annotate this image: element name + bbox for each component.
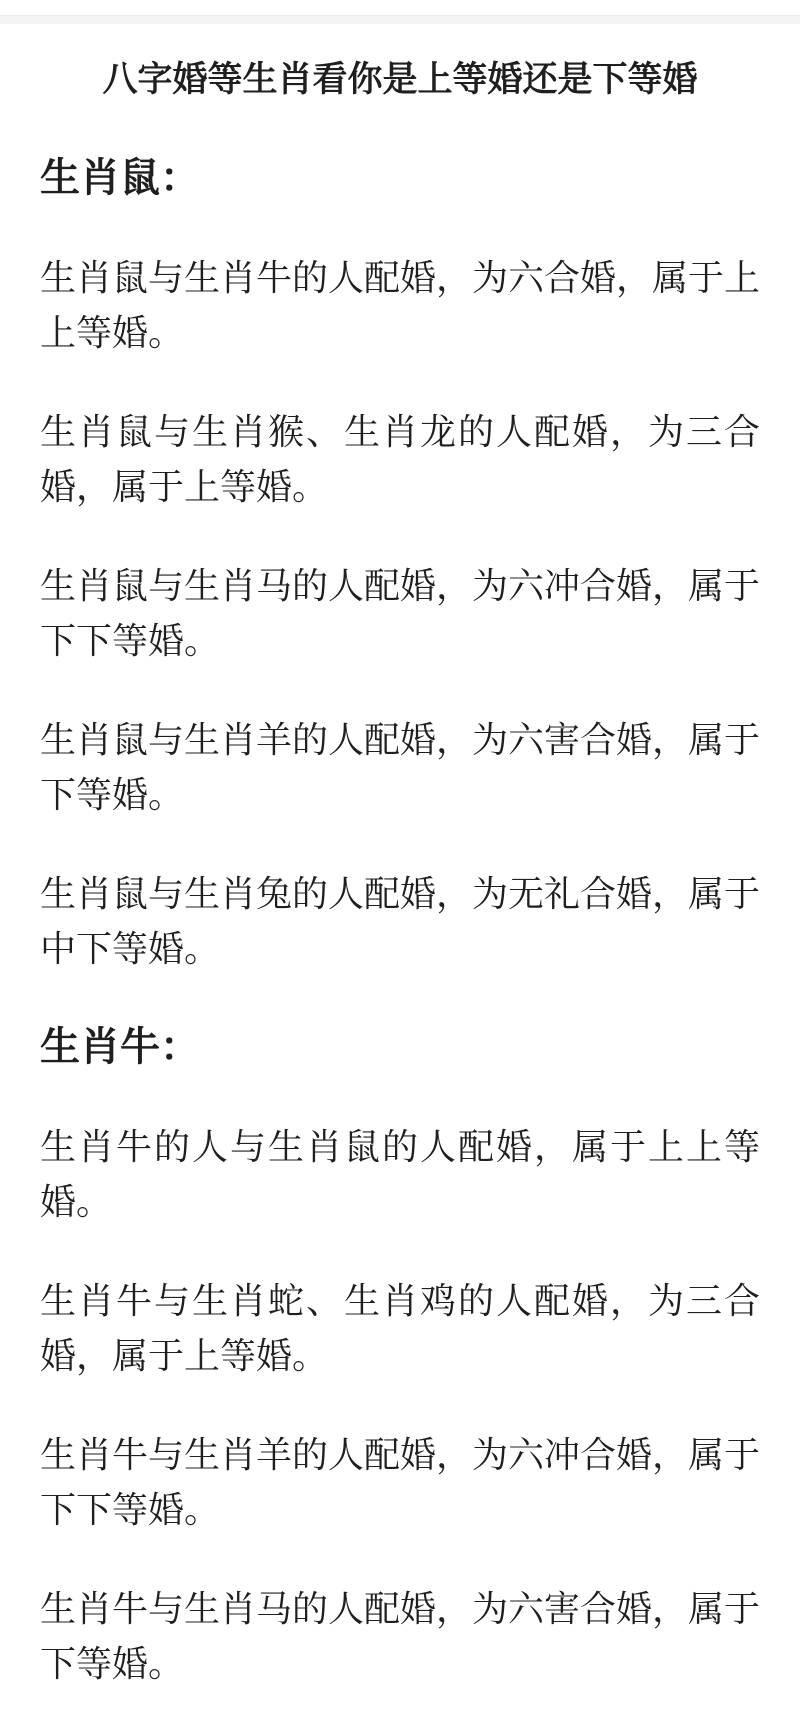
paragraph-ox-horse-match: 生肖牛与生肖马的人配婚，为六害合婚，属于下等婚。: [40, 1588, 761, 1684]
paragraph-ox-rat-match: 生肖牛的人与生肖鼠的人配婚，属于上上等婚。: [40, 1126, 760, 1222]
paragraph-rat-rabbit-match: 生肖鼠与生肖兔的人配婚，为无礼合婚，属于中下等婚。: [40, 873, 761, 969]
article: [0, 52, 800, 1701]
page-title: 八字婚等生肖看你是上等婚还是下等婚: [102, 60, 698, 99]
paragraph-rat-monkey-dragon-match: 生肖鼠与生肖猴、生肖龙的人配婚，为三合婚，属于上等婚。: [40, 411, 760, 507]
paragraph-rat-ox-match: 生肖鼠与生肖牛的人配婚，为六合婚，属于上上等婚。: [40, 257, 761, 353]
paragraph-rat-horse-match: 生肖鼠与生肖马的人配婚，为六冲合婚，属于下下等婚。: [40, 565, 761, 661]
section-heading-ox: 生肖牛：: [40, 1025, 200, 1069]
paragraph-ox-snake-rooster-match: 生肖牛与生肖蛇、生肖鸡的人配婚，为三合婚，属于上等婚。: [40, 1280, 760, 1376]
paragraph-ox-goat-match: 生肖牛与生肖羊的人配婚，为六冲合婚，属于下下等婚。: [40, 1434, 761, 1530]
page: [0, 15, 800, 1717]
section-heading-rat: 生肖鼠：: [40, 156, 200, 200]
paragraph-rat-goat-match: 生肖鼠与生肖羊的人配婚，为六害合婚，属于下等婚。: [40, 719, 761, 815]
section-ox: [40, 1020, 760, 1691]
top-divider: [0, 15, 800, 24]
section-rat: [40, 151, 760, 976]
